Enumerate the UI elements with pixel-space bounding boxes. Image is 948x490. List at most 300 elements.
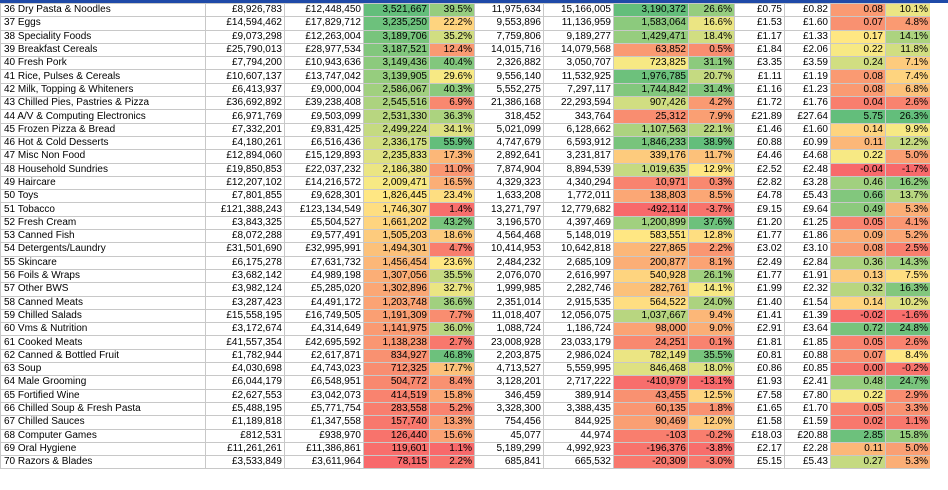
price-change-pct-cell[interactable]: 26.3% [886, 110, 931, 123]
price-change-cell[interactable]: 0.27 [831, 456, 886, 469]
value-prev-cell[interactable]: £3,172,674 [206, 323, 285, 336]
units-change-pct-cell[interactable]: 38.9% [689, 136, 735, 149]
category-cell[interactable]: 70 Razors & Blades [1, 456, 206, 469]
price-curr-cell[interactable]: £0.82 [785, 4, 831, 17]
units-curr-cell[interactable]: 4,992,923 [544, 442, 614, 455]
price-curr-cell[interactable]: £3.10 [785, 243, 831, 256]
price-prev-cell[interactable]: £1.40 [735, 296, 785, 309]
units-change-cell[interactable]: 1,744,842 [614, 83, 689, 96]
value-change-cell[interactable]: 1,302,896 [364, 283, 430, 296]
value-change-cell[interactable]: 3,189,706 [364, 30, 430, 43]
value-change-pct-cell[interactable]: 17.7% [430, 363, 475, 376]
price-change-pct-cell[interactable]: 2.6% [886, 97, 931, 110]
value-change-pct-cell[interactable]: 7.7% [430, 309, 475, 322]
value-change-pct-cell[interactable]: 1.1% [430, 442, 475, 455]
units-change-pct-cell[interactable]: 18.4% [689, 30, 735, 43]
price-prev-cell[interactable]: £9.15 [735, 203, 785, 216]
value-prev-cell[interactable]: £10,607,137 [206, 70, 285, 83]
units-change-cell[interactable]: 3,190,372 [614, 4, 689, 17]
units-prev-cell[interactable]: 4,329,323 [475, 176, 544, 189]
value-prev-cell[interactable]: £14,594,462 [206, 17, 285, 30]
category-cell[interactable]: 55 Skincare [1, 256, 206, 269]
spreadsheet-grid[interactable] [0, 3, 931, 469]
value-prev-cell[interactable]: £812,531 [206, 429, 285, 442]
value-change-pct-cell[interactable]: 36.3% [430, 110, 475, 123]
value-change-pct-cell[interactable]: 4.7% [430, 243, 475, 256]
units-change-pct-cell[interactable]: 24.0% [689, 296, 735, 309]
price-prev-cell[interactable]: £1.58 [735, 416, 785, 429]
value-change-pct-cell[interactable]: 6.9% [430, 97, 475, 110]
units-change-pct-cell[interactable]: 0.3% [689, 176, 735, 189]
value-prev-cell[interactable]: £2,627,553 [206, 389, 285, 402]
value-change-pct-cell[interactable]: 16.5% [430, 176, 475, 189]
units-curr-cell[interactable]: 2,986,024 [544, 349, 614, 362]
value-curr-cell[interactable]: £11,386,861 [285, 442, 364, 455]
units-prev-cell[interactable]: 2,351,014 [475, 296, 544, 309]
category-cell[interactable]: 62 Canned & Bottled Fruit [1, 349, 206, 362]
price-change-cell[interactable]: 0.07 [831, 17, 886, 30]
value-change-pct-cell[interactable]: 39.5% [430, 4, 475, 17]
units-curr-cell[interactable]: 4,397,469 [544, 216, 614, 229]
category-cell[interactable]: 38 Speciality Foods [1, 30, 206, 43]
value-change-pct-cell[interactable]: 22.2% [430, 17, 475, 30]
price-change-pct-cell[interactable]: 10.2% [886, 296, 931, 309]
category-cell[interactable]: 42 Milk, Topping & Whiteners [1, 83, 206, 96]
price-change-cell[interactable]: 0.66 [831, 190, 886, 203]
price-change-pct-cell[interactable]: 4.1% [886, 216, 931, 229]
units-change-cell[interactable]: 1,037,667 [614, 309, 689, 322]
price-curr-cell[interactable]: £1.39 [785, 309, 831, 322]
price-change-pct-cell[interactable]: 7.1% [886, 57, 931, 70]
price-change-cell[interactable]: -0.04 [831, 163, 886, 176]
value-change-cell[interactable]: 1,307,056 [364, 269, 430, 282]
price-change-cell[interactable]: 0.08 [831, 4, 886, 17]
units-prev-cell[interactable]: 45,077 [475, 429, 544, 442]
price-prev-cell[interactable]: £0.75 [735, 4, 785, 17]
value-curr-cell[interactable]: £10,943,636 [285, 57, 364, 70]
value-change-cell[interactable]: 2,235,833 [364, 150, 430, 163]
price-change-pct-cell[interactable]: 11.8% [886, 43, 931, 56]
value-curr-cell[interactable]: £12,263,004 [285, 30, 364, 43]
value-change-pct-cell[interactable]: 35.5% [430, 269, 475, 282]
category-cell[interactable]: 54 Detergents/Laundry [1, 243, 206, 256]
price-change-cell[interactable]: 0.11 [831, 136, 886, 149]
price-change-cell[interactable]: 0.22 [831, 43, 886, 56]
units-curr-cell[interactable]: 1,772,011 [544, 190, 614, 203]
units-change-pct-cell[interactable]: 35.5% [689, 349, 735, 362]
value-prev-cell[interactable]: £5,488,195 [206, 402, 285, 415]
units-change-pct-cell[interactable]: 14.1% [689, 283, 735, 296]
price-change-cell[interactable]: 0.07 [831, 349, 886, 362]
price-curr-cell[interactable]: £1.60 [785, 123, 831, 136]
value-curr-cell[interactable]: £28,977,534 [285, 43, 364, 56]
value-change-pct-cell[interactable]: 46.8% [430, 349, 475, 362]
price-change-pct-cell[interactable]: 6.8% [886, 83, 931, 96]
value-change-cell[interactable]: 1,456,454 [364, 256, 430, 269]
units-change-cell[interactable]: 339,176 [614, 150, 689, 163]
price-change-pct-cell[interactable]: 9.9% [886, 123, 931, 136]
price-change-pct-cell[interactable]: 15.8% [886, 429, 931, 442]
units-prev-cell[interactable]: 3,196,570 [475, 216, 544, 229]
units-curr-cell[interactable]: 11,532,925 [544, 70, 614, 83]
category-cell[interactable]: 69 Oral Hygiene [1, 442, 206, 455]
price-change-pct-cell[interactable]: 24.8% [886, 323, 931, 336]
category-cell[interactable]: 56 Foils & Wraps [1, 269, 206, 282]
price-change-cell[interactable]: 0.22 [831, 389, 886, 402]
value-curr-cell[interactable]: £3,611,964 [285, 456, 364, 469]
value-prev-cell[interactable]: £121,388,243 [206, 203, 285, 216]
price-prev-cell[interactable]: £1.93 [735, 376, 785, 389]
units-change-cell[interactable]: 1,019,635 [614, 163, 689, 176]
price-prev-cell[interactable]: £1.53 [735, 17, 785, 30]
value-curr-cell[interactable]: £14,216,572 [285, 176, 364, 189]
value-curr-cell[interactable]: £5,504,527 [285, 216, 364, 229]
value-curr-cell[interactable]: £16,749,505 [285, 309, 364, 322]
price-change-cell[interactable]: 0.09 [831, 230, 886, 243]
value-change-cell[interactable]: 414,519 [364, 389, 430, 402]
price-curr-cell[interactable]: £2.48 [785, 163, 831, 176]
units-change-cell[interactable]: 138,803 [614, 190, 689, 203]
value-change-cell[interactable]: 3,139,905 [364, 70, 430, 83]
units-curr-cell[interactable]: 389,914 [544, 389, 614, 402]
value-change-pct-cell[interactable]: 40.3% [430, 83, 475, 96]
value-change-cell[interactable]: 1,191,309 [364, 309, 430, 322]
units-change-pct-cell[interactable]: -0.2% [689, 429, 735, 442]
category-cell[interactable]: 41 Rice, Pulses & Cereals [1, 70, 206, 83]
units-change-pct-cell[interactable]: 26.6% [689, 4, 735, 17]
price-prev-cell[interactable]: £1.65 [735, 402, 785, 415]
units-curr-cell[interactable]: 22,293,594 [544, 97, 614, 110]
value-change-pct-cell[interactable]: 11.0% [430, 163, 475, 176]
value-change-cell[interactable]: 2,586,067 [364, 83, 430, 96]
price-curr-cell[interactable]: £1.33 [785, 30, 831, 43]
price-change-pct-cell[interactable]: 7.5% [886, 269, 931, 282]
units-prev-cell[interactable]: 2,326,882 [475, 57, 544, 70]
price-change-pct-cell[interactable]: 5.0% [886, 150, 931, 163]
value-curr-cell[interactable]: £3,042,073 [285, 389, 364, 402]
price-change-pct-cell[interactable]: 1.1% [886, 416, 931, 429]
units-prev-cell[interactable]: 318,452 [475, 110, 544, 123]
price-prev-cell[interactable]: £1.46 [735, 123, 785, 136]
value-prev-cell[interactable]: £7,794,200 [206, 57, 285, 70]
units-prev-cell[interactable]: 346,459 [475, 389, 544, 402]
price-change-pct-cell[interactable]: 5.3% [886, 456, 931, 469]
units-change-cell[interactable]: 1,429,471 [614, 30, 689, 43]
units-prev-cell[interactable]: 7,874,904 [475, 163, 544, 176]
price-change-cell[interactable]: 0.13 [831, 269, 886, 282]
category-cell[interactable]: 36 Dry Pasta & Noodles [1, 4, 206, 17]
units-change-cell[interactable]: 1,976,785 [614, 70, 689, 83]
units-prev-cell[interactable]: 10,414,953 [475, 243, 544, 256]
value-prev-cell[interactable]: £3,533,849 [206, 456, 285, 469]
value-prev-cell[interactable]: £8,072,288 [206, 230, 285, 243]
price-change-cell[interactable]: 0.08 [831, 83, 886, 96]
value-change-pct-cell[interactable]: 18.6% [430, 230, 475, 243]
units-prev-cell[interactable]: 4,747,679 [475, 136, 544, 149]
value-change-pct-cell[interactable]: 32.7% [430, 283, 475, 296]
value-prev-cell[interactable]: £8,926,783 [206, 4, 285, 17]
units-curr-cell[interactable]: 2,915,535 [544, 296, 614, 309]
units-change-cell[interactable]: 782,149 [614, 349, 689, 362]
units-change-cell[interactable]: 60,135 [614, 402, 689, 415]
value-curr-cell[interactable]: £5,771,754 [285, 402, 364, 415]
units-change-cell[interactable]: 1,846,233 [614, 136, 689, 149]
units-prev-cell[interactable]: 4,564,468 [475, 230, 544, 243]
value-prev-cell[interactable]: £6,175,278 [206, 256, 285, 269]
value-change-cell[interactable]: 126,440 [364, 429, 430, 442]
price-curr-cell[interactable]: £27.64 [785, 110, 831, 123]
value-change-pct-cell[interactable]: 15.6% [430, 429, 475, 442]
price-curr-cell[interactable]: £2.41 [785, 376, 831, 389]
units-prev-cell[interactable]: 5,189,299 [475, 442, 544, 455]
units-change-pct-cell[interactable]: 22.1% [689, 123, 735, 136]
price-change-pct-cell[interactable]: 4.8% [886, 17, 931, 30]
price-prev-cell[interactable]: £2.17 [735, 442, 785, 455]
value-curr-cell[interactable]: £9,628,301 [285, 190, 364, 203]
price-curr-cell[interactable]: £1.23 [785, 83, 831, 96]
units-change-pct-cell[interactable]: 37.6% [689, 216, 735, 229]
price-curr-cell[interactable]: £1.85 [785, 336, 831, 349]
price-change-cell[interactable]: 0.05 [831, 336, 886, 349]
units-prev-cell[interactable]: 4,713,527 [475, 363, 544, 376]
price-change-cell[interactable]: 0.00 [831, 363, 886, 376]
units-curr-cell[interactable]: 4,340,294 [544, 176, 614, 189]
price-change-pct-cell[interactable]: 2.5% [886, 243, 931, 256]
price-prev-cell[interactable]: £5.15 [735, 456, 785, 469]
price-prev-cell[interactable]: £1.20 [735, 216, 785, 229]
price-curr-cell[interactable]: £2.06 [785, 43, 831, 56]
units-change-pct-cell[interactable]: 0.1% [689, 336, 735, 349]
units-prev-cell[interactable]: 23,008,928 [475, 336, 544, 349]
value-curr-cell[interactable]: £4,743,023 [285, 363, 364, 376]
price-change-pct-cell[interactable]: 24.7% [886, 376, 931, 389]
value-prev-cell[interactable]: £4,180,261 [206, 136, 285, 149]
price-prev-cell[interactable]: £18.03 [735, 429, 785, 442]
value-change-cell[interactable]: 1,505,203 [364, 230, 430, 243]
price-curr-cell[interactable]: £4.68 [785, 150, 831, 163]
value-change-pct-cell[interactable]: 35.2% [430, 30, 475, 43]
value-change-cell[interactable]: 2,009,471 [364, 176, 430, 189]
units-change-cell[interactable]: 24,251 [614, 336, 689, 349]
value-change-pct-cell[interactable]: 43.2% [430, 216, 475, 229]
category-cell[interactable]: 47 Misc Non Food [1, 150, 206, 163]
value-prev-cell[interactable]: £7,332,201 [206, 123, 285, 136]
value-curr-cell[interactable]: £42,695,592 [285, 336, 364, 349]
price-prev-cell[interactable]: £0.88 [735, 136, 785, 149]
price-change-pct-cell[interactable]: 7.4% [886, 70, 931, 83]
units-change-cell[interactable]: 1,200,899 [614, 216, 689, 229]
price-change-cell[interactable]: 0.04 [831, 97, 886, 110]
price-prev-cell[interactable]: £4.78 [735, 190, 785, 203]
price-change-cell[interactable]: 0.48 [831, 376, 886, 389]
price-change-pct-cell[interactable]: 14.3% [886, 256, 931, 269]
units-change-cell[interactable]: 10,971 [614, 176, 689, 189]
units-curr-cell[interactable]: 6,128,662 [544, 123, 614, 136]
units-prev-cell[interactable]: 14,015,716 [475, 43, 544, 56]
price-curr-cell[interactable]: £7.80 [785, 389, 831, 402]
price-prev-cell[interactable]: £1.77 [735, 230, 785, 243]
value-change-pct-cell[interactable]: 40.4% [430, 57, 475, 70]
units-change-cell[interactable]: 907,426 [614, 97, 689, 110]
value-curr-cell[interactable]: £17,829,712 [285, 17, 364, 30]
category-cell[interactable]: 67 Chilled Sauces [1, 416, 206, 429]
value-curr-cell[interactable]: £6,548,951 [285, 376, 364, 389]
price-change-pct-cell[interactable]: 5.2% [886, 230, 931, 243]
value-change-cell[interactable]: 1,141,975 [364, 323, 430, 336]
units-curr-cell[interactable]: 3,050,707 [544, 57, 614, 70]
units-change-pct-cell[interactable]: 2.2% [689, 243, 735, 256]
units-change-pct-cell[interactable]: -13.1% [689, 376, 735, 389]
value-prev-cell[interactable]: £41,557,354 [206, 336, 285, 349]
value-change-cell[interactable]: 1,746,307 [364, 203, 430, 216]
units-change-pct-cell[interactable]: 11.7% [689, 150, 735, 163]
units-prev-cell[interactable]: 1,999,985 [475, 283, 544, 296]
value-curr-cell[interactable]: £13,747,042 [285, 70, 364, 83]
category-cell[interactable]: 51 Tobacco [1, 203, 206, 216]
value-curr-cell[interactable]: £4,491,172 [285, 296, 364, 309]
price-curr-cell[interactable]: £5.43 [785, 190, 831, 203]
value-prev-cell[interactable]: £15,558,195 [206, 309, 285, 322]
units-change-cell[interactable]: 846,468 [614, 363, 689, 376]
units-prev-cell[interactable]: 7,759,806 [475, 30, 544, 43]
price-prev-cell[interactable]: £1.17 [735, 30, 785, 43]
price-curr-cell[interactable]: £0.85 [785, 363, 831, 376]
price-change-cell[interactable]: 2.85 [831, 429, 886, 442]
price-prev-cell[interactable]: £4.46 [735, 150, 785, 163]
price-change-cell[interactable]: 5.75 [831, 110, 886, 123]
category-cell[interactable]: 50 Toys [1, 190, 206, 203]
price-prev-cell[interactable]: £7.58 [735, 389, 785, 402]
price-curr-cell[interactable]: £1.60 [785, 17, 831, 30]
units-curr-cell[interactable]: 15,166,005 [544, 4, 614, 17]
units-prev-cell[interactable]: 5,021,099 [475, 123, 544, 136]
price-prev-cell[interactable]: £21.89 [735, 110, 785, 123]
price-curr-cell[interactable]: £2.32 [785, 283, 831, 296]
price-change-cell[interactable]: 0.46 [831, 176, 886, 189]
price-prev-cell[interactable]: £1.84 [735, 43, 785, 56]
price-change-cell[interactable]: 0.05 [831, 216, 886, 229]
value-curr-cell[interactable]: £39,238,408 [285, 97, 364, 110]
units-change-cell[interactable]: 564,522 [614, 296, 689, 309]
value-curr-cell[interactable]: £9,831,425 [285, 123, 364, 136]
value-curr-cell[interactable]: £9,000,004 [285, 83, 364, 96]
units-prev-cell[interactable]: 9,556,140 [475, 70, 544, 83]
units-change-cell[interactable]: 583,551 [614, 230, 689, 243]
value-change-cell[interactable]: 119,601 [364, 442, 430, 455]
units-change-pct-cell[interactable]: 8.5% [689, 190, 735, 203]
units-curr-cell[interactable]: 5,559,995 [544, 363, 614, 376]
value-change-cell[interactable]: 2,499,224 [364, 123, 430, 136]
price-change-cell[interactable]: 0.02 [831, 416, 886, 429]
price-change-pct-cell[interactable]: 2.9% [886, 389, 931, 402]
value-prev-cell[interactable]: £3,682,142 [206, 269, 285, 282]
value-prev-cell[interactable]: £1,782,944 [206, 349, 285, 362]
units-change-pct-cell[interactable]: 0.5% [689, 43, 735, 56]
category-cell[interactable]: 43 Chilled Pies, Pastries & Pizza [1, 97, 206, 110]
units-curr-cell[interactable]: 7,297,117 [544, 83, 614, 96]
units-change-pct-cell[interactable]: 4.2% [689, 97, 735, 110]
value-curr-cell[interactable]: £32,995,991 [285, 243, 364, 256]
value-prev-cell[interactable]: £9,073,298 [206, 30, 285, 43]
units-prev-cell[interactable]: 9,553,896 [475, 17, 544, 30]
units-change-cell[interactable]: -196,376 [614, 442, 689, 455]
value-prev-cell[interactable]: £6,044,179 [206, 376, 285, 389]
value-curr-cell[interactable]: £7,631,732 [285, 256, 364, 269]
value-change-pct-cell[interactable]: 5.2% [430, 402, 475, 415]
units-curr-cell[interactable]: 343,764 [544, 110, 614, 123]
category-cell[interactable]: 63 Soup [1, 363, 206, 376]
value-prev-cell[interactable]: £11,261,261 [206, 442, 285, 455]
units-curr-cell[interactable]: 44,974 [544, 429, 614, 442]
price-change-cell[interactable]: 0.32 [831, 283, 886, 296]
units-change-cell[interactable]: 98,000 [614, 323, 689, 336]
value-change-cell[interactable]: 3,187,521 [364, 43, 430, 56]
price-prev-cell[interactable]: £1.81 [735, 336, 785, 349]
price-prev-cell[interactable]: £1.41 [735, 309, 785, 322]
category-cell[interactable]: 68 Computer Games [1, 429, 206, 442]
category-cell[interactable]: 64 Male Grooming [1, 376, 206, 389]
category-cell[interactable]: 61 Cooked Meats [1, 336, 206, 349]
units-curr-cell[interactable]: 5,148,019 [544, 230, 614, 243]
units-prev-cell[interactable]: 2,484,232 [475, 256, 544, 269]
price-curr-cell[interactable]: £1.25 [785, 216, 831, 229]
price-curr-cell[interactable]: £1.91 [785, 269, 831, 282]
category-cell[interactable]: 59 Chilled Salads [1, 309, 206, 322]
units-change-pct-cell[interactable]: 26.1% [689, 269, 735, 282]
category-cell[interactable]: 44 A/V & Computing Electronics [1, 110, 206, 123]
category-cell[interactable]: 60 Vms & Nutrition [1, 323, 206, 336]
value-prev-cell[interactable]: £1,189,818 [206, 416, 285, 429]
price-prev-cell[interactable]: £3.35 [735, 57, 785, 70]
value-curr-cell[interactable]: £9,503,099 [285, 110, 364, 123]
units-change-pct-cell[interactable]: -3.7% [689, 203, 735, 216]
category-cell[interactable]: 37 Eggs [1, 17, 206, 30]
price-change-cell[interactable]: 0.08 [831, 70, 886, 83]
value-change-pct-cell[interactable]: 23.4% [430, 190, 475, 203]
value-change-cell[interactable]: 3,521,667 [364, 4, 430, 17]
units-prev-cell[interactable]: 2,076,070 [475, 269, 544, 282]
value-curr-cell[interactable]: £6,516,436 [285, 136, 364, 149]
units-change-cell[interactable]: 723,825 [614, 57, 689, 70]
price-curr-cell[interactable]: £0.88 [785, 349, 831, 362]
units-curr-cell[interactable]: 10,642,818 [544, 243, 614, 256]
price-prev-cell[interactable]: £1.11 [735, 70, 785, 83]
price-change-cell[interactable]: 0.24 [831, 57, 886, 70]
value-change-pct-cell[interactable]: 15.8% [430, 389, 475, 402]
price-curr-cell[interactable]: £0.99 [785, 136, 831, 149]
units-curr-cell[interactable]: 12,779,682 [544, 203, 614, 216]
price-change-pct-cell[interactable]: -0.2% [886, 363, 931, 376]
price-curr-cell[interactable]: £1.19 [785, 70, 831, 83]
value-curr-cell[interactable]: £9,577,491 [285, 230, 364, 243]
price-change-cell[interactable]: 0.05 [831, 402, 886, 415]
price-change-cell[interactable]: 0.49 [831, 203, 886, 216]
value-change-pct-cell[interactable]: 2.7% [430, 336, 475, 349]
units-prev-cell[interactable]: 13,271,797 [475, 203, 544, 216]
price-change-pct-cell[interactable]: 12.2% [886, 136, 931, 149]
category-cell[interactable]: 52 Fresh Cream [1, 216, 206, 229]
units-change-pct-cell[interactable]: 12.5% [689, 389, 735, 402]
units-change-pct-cell[interactable]: -3.0% [689, 456, 735, 469]
price-curr-cell[interactable]: £1.86 [785, 230, 831, 243]
units-prev-cell[interactable]: 2,203,875 [475, 349, 544, 362]
value-curr-cell[interactable]: £123,134,549 [285, 203, 364, 216]
value-change-cell[interactable]: 2,336,175 [364, 136, 430, 149]
price-curr-cell[interactable]: £1.54 [785, 296, 831, 309]
units-prev-cell[interactable]: 3,328,300 [475, 402, 544, 415]
value-change-cell[interactable]: 78,115 [364, 456, 430, 469]
units-change-pct-cell[interactable]: 31.4% [689, 83, 735, 96]
